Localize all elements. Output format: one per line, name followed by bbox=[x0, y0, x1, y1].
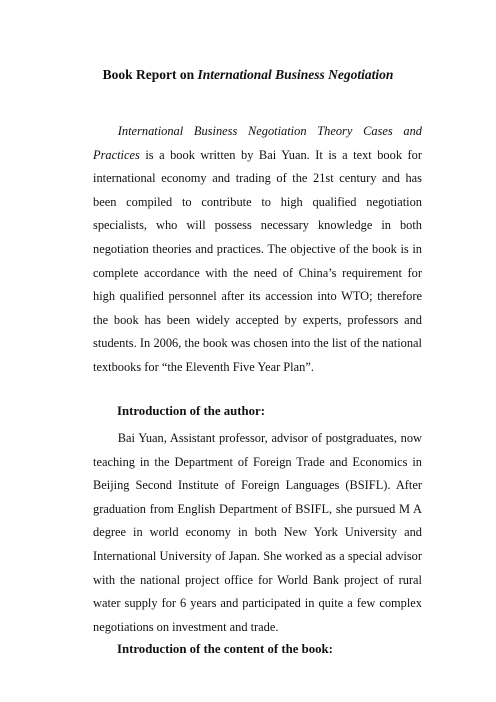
content-heading: Introduction of the content of the book: bbox=[117, 642, 333, 656]
title-book-name: International Business Negotiation bbox=[197, 67, 394, 82]
intro-text: is a book written by Bai Yuan. It is a text book for international economy and trading of the 21st century and has been compiled to contribute to high qualified negotiation specialists, who will possess necessary knowledge in both negotiation theories and practices. The objective of the book is in complete accordance with the need of China’s requirement for high qualified personnel after its accession into WTO; therefore the book has been widely accepted by experts, professors and students. In 2006, the book was chosen into the list of the national textbooks for “the Eleventh Five Year Plan”. bbox=[93, 147, 422, 374]
intro-paragraph bbox=[93, 120, 422, 380]
document-title bbox=[0, 66, 496, 84]
author-text: Bai Yuan, Assistant professor, advisor of postgraduates, now teaching in the Department of Foreign Trade and Economics in Beijing Second Institute of Foreign Languages (BSIFL). After graduation from English Department of BSIFL, she pursued M A degree in world economy in both New York University and International University of Japan. She worked as a special advisor with the national project office for World Bank project of rural water supply for 6 years and participated in quite a few complex negotiations on investment and trade. bbox=[93, 431, 422, 634]
title-prefix: Book Report on bbox=[102, 67, 198, 82]
intro-book-title: International Business Negotiation Theory Cases and Practices bbox=[93, 124, 422, 162]
author-paragraph bbox=[93, 427, 422, 639]
author-heading: Introduction of the author: bbox=[117, 404, 266, 418]
